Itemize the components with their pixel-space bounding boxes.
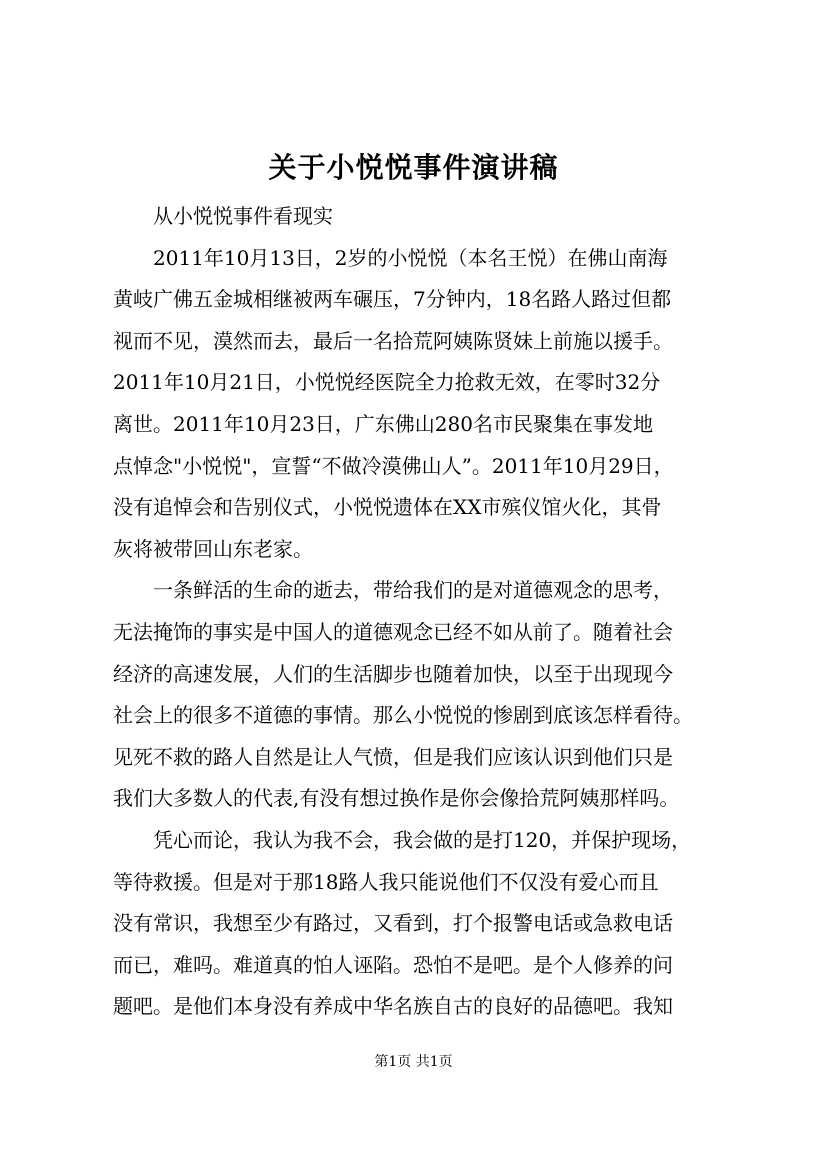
- paragraph-line: 等待救援。但是对于那18路人我只能说他们不仅没有爱心而且: [113, 869, 659, 894]
- paragraph-line: 没有常识，我想至少有路过，又看到，打个报警电话或急救电话: [113, 911, 673, 936]
- paragraph-line: 点悼念"小悦悦"，宣誓“不做冷漠佛山人”。2011年10月29日，: [113, 453, 674, 478]
- paragraph-line: 经济的高速发展，人们的生活脚步也随着加快，以至于出现现今: [113, 661, 673, 686]
- page-footer: 第1页 共1页: [374, 1054, 453, 1070]
- paragraph-line: 社会上的很多不道德的事情。那么小悦悦的惨剧到底该怎样看待。: [113, 703, 693, 728]
- paragraph-line: 没有追悼会和告别仪式，小悦悦遗体在XX市殡仪馆火化，其骨: [113, 495, 662, 520]
- paragraph-line: 离世。2011年10月23日，广东佛山280名市民聚集在事发地: [113, 411, 653, 436]
- paragraph-line: 无法掩饰的事实是中国人的道德观念已经不如从前了。随着社会: [113, 619, 673, 644]
- paragraph-line: 我们大多数人的代表,有没有想过换作是你会像拾荒阿姨那样吗。: [113, 786, 680, 811]
- paragraph-line: 凭心而论，我认为我不会，我会做的是打120，并保护现场，: [153, 827, 692, 852]
- paragraph-line: 灰将被带回山东老家。: [113, 536, 313, 561]
- paragraph-line: 题吧。是他们本身没有养成中华名族自古的良好的品德吧。我知: [113, 994, 673, 1019]
- subtitle-line: 从小悦悦事件看现实: [153, 204, 333, 228]
- paragraph-line: 见死不救的路人自然是让人气愤，但是我们应该认识到他们只是: [113, 744, 673, 769]
- paragraph-line: 一条鲜活的生命的逝去，带给我们的是对道德观念的思考，: [153, 578, 673, 603]
- document-body: [113, 196, 741, 1028]
- paragraph-line: 2011年10月13日，2岁的小悦悦（本名王悦）在佛山南海: [153, 245, 668, 270]
- paragraph-line: 视而不见，漠然而去，最后一名拾荒阿姨陈贤妹上前施以援手。: [113, 328, 673, 353]
- paragraph-line: 黄岐广佛五金城相继被两车碾压，7分钟内，18名路人路过但都: [113, 287, 672, 312]
- paragraph-line: 2011年10月21日，小悦悦经医院全力抢救无效，在零时32分: [113, 370, 661, 395]
- paragraph-line: 而已，难吗。难道真的怕人诬陷。恐怕不是吧。是个人修养的问: [113, 952, 673, 977]
- document-title: 关于小悦悦事件演讲稿: [268, 151, 559, 184]
